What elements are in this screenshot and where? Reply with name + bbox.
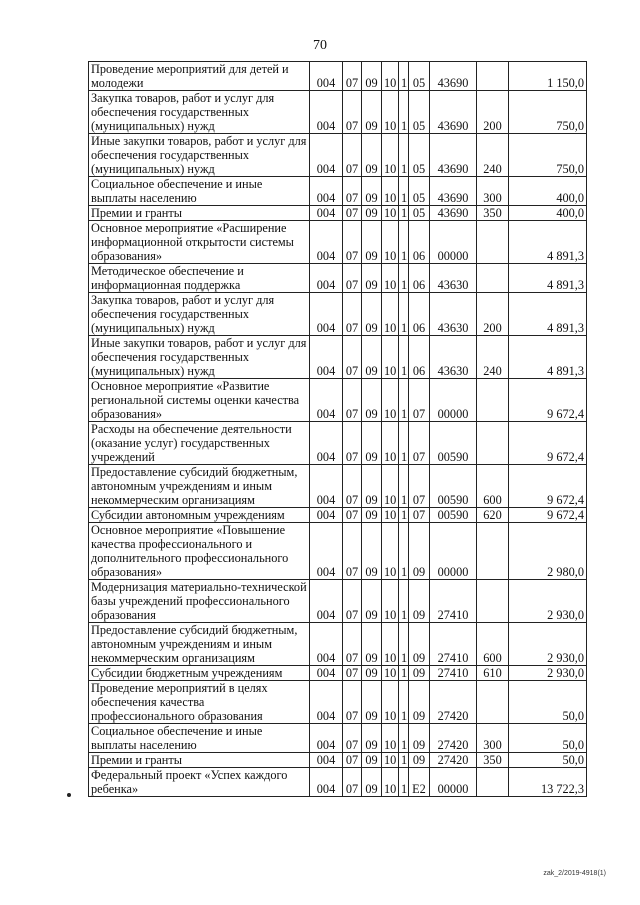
table-row (89, 580, 587, 623)
direction-code-cell: 27410 (430, 666, 477, 681)
direction-code-cell: 27410 (430, 623, 477, 666)
row-name-cell: Методическое обеспечение и информационная поддержка (89, 264, 310, 293)
row-name-cell: Модернизация материально-технической базы учреждений профессионального образования (89, 580, 310, 623)
row-name-cell: Предоставление субсидий бюджетным, автономным учреждениям и иным некоммерческим организациям (89, 465, 310, 508)
subprogram-code-cell: 1 (399, 134, 409, 177)
table-row (89, 336, 587, 379)
activity-code-cell: 06 (409, 336, 430, 379)
ved-code-cell: 004 (310, 523, 343, 580)
row-name-cell: Премии и гранты (89, 206, 310, 221)
activity-code-cell: 06 (409, 264, 430, 293)
subprogram-code-cell: 1 (399, 221, 409, 264)
expense-type-cell: 600 (477, 623, 509, 666)
activity-code-cell: 06 (409, 221, 430, 264)
activity-code-cell: 05 (409, 134, 430, 177)
expense-type-cell: 240 (477, 336, 509, 379)
table-row (89, 134, 587, 177)
ved-code-cell: 004 (310, 422, 343, 465)
activity-code-cell: 05 (409, 177, 430, 206)
program-code-cell: 10 (382, 580, 399, 623)
expense-type-cell (477, 580, 509, 623)
amount-cell: 50,0 (509, 724, 587, 753)
section-code-cell: 07 (343, 422, 362, 465)
subprogram-code-cell: 1 (399, 177, 409, 206)
table-row (89, 422, 587, 465)
row-name-cell: Закупка товаров, работ и услуг для обеспечения государственных (муниципальных) нужд (89, 91, 310, 134)
subsection-code-cell: 09 (362, 293, 382, 336)
subsection-code-cell: 09 (362, 422, 382, 465)
program-code-cell: 10 (382, 62, 399, 91)
direction-code-cell: 27420 (430, 681, 477, 724)
program-code-cell: 10 (382, 264, 399, 293)
section-code-cell: 07 (343, 753, 362, 768)
subsection-code-cell: 09 (362, 264, 382, 293)
direction-code-cell: 43690 (430, 62, 477, 91)
table-row (89, 177, 587, 206)
program-code-cell: 10 (382, 508, 399, 523)
subsection-code-cell: 09 (362, 508, 382, 523)
activity-code-cell: 05 (409, 91, 430, 134)
amount-cell: 2 930,0 (509, 666, 587, 681)
amount-cell: 2 930,0 (509, 580, 587, 623)
activity-code-cell: 07 (409, 465, 430, 508)
expense-type-cell: 300 (477, 724, 509, 753)
section-code-cell: 07 (343, 681, 362, 724)
direction-code-cell: 00000 (430, 768, 477, 797)
margin-dot (67, 793, 71, 797)
ved-code-cell: 004 (310, 91, 343, 134)
ved-code-cell: 004 (310, 623, 343, 666)
row-name-cell: Социальное обеспечение и иные выплаты населению (89, 177, 310, 206)
activity-code-cell: 09 (409, 523, 430, 580)
ved-code-cell: 004 (310, 768, 343, 797)
row-name-cell: Субсидии бюджетным учреждениям (89, 666, 310, 681)
ved-code-cell: 004 (310, 62, 343, 91)
activity-code-cell: 07 (409, 422, 430, 465)
section-code-cell: 07 (343, 724, 362, 753)
ved-code-cell: 004 (310, 666, 343, 681)
subprogram-code-cell: 1 (399, 91, 409, 134)
subprogram-code-cell: 1 (399, 523, 409, 580)
amount-cell: 4 891,3 (509, 221, 587, 264)
expense-type-cell: 620 (477, 508, 509, 523)
amount-cell: 2 930,0 (509, 623, 587, 666)
amount-cell: 400,0 (509, 177, 587, 206)
subsection-code-cell: 09 (362, 666, 382, 681)
ved-code-cell: 004 (310, 753, 343, 768)
ved-code-cell: 004 (310, 508, 343, 523)
amount-cell: 2 980,0 (509, 523, 587, 580)
expense-type-cell: 350 (477, 206, 509, 221)
subsection-code-cell: 09 (362, 91, 382, 134)
direction-code-cell: 00590 (430, 508, 477, 523)
program-code-cell: 10 (382, 422, 399, 465)
subprogram-code-cell: 1 (399, 768, 409, 797)
subprogram-code-cell: 1 (399, 724, 409, 753)
ved-code-cell: 004 (310, 177, 343, 206)
program-code-cell: 10 (382, 623, 399, 666)
ved-code-cell: 004 (310, 580, 343, 623)
row-name-cell: Социальное обеспечение и иные выплаты населению (89, 724, 310, 753)
table-row (89, 293, 587, 336)
direction-code-cell: 27410 (430, 580, 477, 623)
section-code-cell: 07 (343, 523, 362, 580)
expense-type-cell (477, 768, 509, 797)
section-code-cell: 07 (343, 91, 362, 134)
subprogram-code-cell: 1 (399, 465, 409, 508)
row-name-cell: Проведение мероприятий для детей и молодежи (89, 62, 310, 91)
section-code-cell: 07 (343, 508, 362, 523)
expense-type-cell (477, 422, 509, 465)
table-row (89, 379, 587, 422)
row-name-cell: Федеральный проект «Успех каждого ребенка» (89, 768, 310, 797)
ved-code-cell: 004 (310, 293, 343, 336)
ved-code-cell: 004 (310, 206, 343, 221)
program-code-cell: 10 (382, 523, 399, 580)
direction-code-cell: 43690 (430, 91, 477, 134)
expense-type-cell: 610 (477, 666, 509, 681)
subprogram-code-cell: 1 (399, 62, 409, 91)
budget-table (88, 61, 587, 797)
table-row (89, 62, 587, 91)
subsection-code-cell: 09 (362, 177, 382, 206)
amount-cell: 4 891,3 (509, 336, 587, 379)
direction-code-cell: 27420 (430, 753, 477, 768)
row-name-cell: Субсидии автономным учреждениям (89, 508, 310, 523)
section-code-cell: 07 (343, 666, 362, 681)
program-code-cell: 10 (382, 681, 399, 724)
row-name-cell: Основное мероприятие «Развитие региональной системы оценки качества образования» (89, 379, 310, 422)
subsection-code-cell: 09 (362, 465, 382, 508)
program-code-cell: 10 (382, 379, 399, 422)
activity-code-cell: 09 (409, 623, 430, 666)
ved-code-cell: 004 (310, 221, 343, 264)
direction-code-cell: 00590 (430, 422, 477, 465)
section-code-cell: 07 (343, 293, 362, 336)
program-code-cell: 10 (382, 91, 399, 134)
subsection-code-cell: 09 (362, 580, 382, 623)
amount-cell: 9 672,4 (509, 465, 587, 508)
subsection-code-cell: 09 (362, 753, 382, 768)
expense-type-cell: 240 (477, 134, 509, 177)
row-name-cell: Премии и гранты (89, 753, 310, 768)
expense-type-cell: 350 (477, 753, 509, 768)
expense-type-cell: 600 (477, 465, 509, 508)
direction-code-cell: 00590 (430, 465, 477, 508)
subprogram-code-cell: 1 (399, 422, 409, 465)
table-row (89, 623, 587, 666)
direction-code-cell: 43630 (430, 336, 477, 379)
program-code-cell: 10 (382, 134, 399, 177)
amount-cell: 9 672,4 (509, 379, 587, 422)
subsection-code-cell: 09 (362, 336, 382, 379)
direction-code-cell: 43690 (430, 206, 477, 221)
direction-code-cell: 43690 (430, 134, 477, 177)
program-code-cell: 10 (382, 666, 399, 681)
table-row (89, 724, 587, 753)
activity-code-cell: 09 (409, 580, 430, 623)
row-name-cell: Основное мероприятие «Повышение качества профессионального и дополнительного профессионального образования» (89, 523, 310, 580)
subsection-code-cell: 09 (362, 681, 382, 724)
expense-type-cell (477, 523, 509, 580)
expense-type-cell: 300 (477, 177, 509, 206)
program-code-cell: 10 (382, 336, 399, 379)
activity-code-cell: 05 (409, 62, 430, 91)
direction-code-cell: 43630 (430, 264, 477, 293)
activity-code-cell: E2 (409, 768, 430, 797)
program-code-cell: 10 (382, 753, 399, 768)
section-code-cell: 07 (343, 264, 362, 293)
expense-type-cell (477, 379, 509, 422)
row-name-cell: Проведение мероприятий в целях обеспечения качества профессионального образования (89, 681, 310, 724)
section-code-cell: 07 (343, 623, 362, 666)
amount-cell: 9 672,4 (509, 508, 587, 523)
section-code-cell: 07 (343, 177, 362, 206)
subsection-code-cell: 09 (362, 379, 382, 422)
amount-cell: 4 891,3 (509, 293, 587, 336)
program-code-cell: 10 (382, 768, 399, 797)
subprogram-code-cell: 1 (399, 753, 409, 768)
section-code-cell: 07 (343, 768, 362, 797)
direction-code-cell: 43690 (430, 177, 477, 206)
subsection-code-cell: 09 (362, 523, 382, 580)
activity-code-cell: 09 (409, 681, 430, 724)
program-code-cell: 10 (382, 221, 399, 264)
ved-code-cell: 004 (310, 681, 343, 724)
ved-code-cell: 004 (310, 134, 343, 177)
activity-code-cell: 09 (409, 724, 430, 753)
footer-code: zak_2/2019-4918(1) (543, 870, 606, 877)
ved-code-cell: 004 (310, 379, 343, 422)
section-code-cell: 07 (343, 465, 362, 508)
expense-type-cell: 200 (477, 293, 509, 336)
table-row (89, 465, 587, 508)
table-row (89, 523, 587, 580)
subprogram-code-cell: 1 (399, 681, 409, 724)
program-code-cell: 10 (382, 177, 399, 206)
expense-type-cell (477, 62, 509, 91)
table-row (89, 206, 587, 221)
row-name-cell: Иные закупки товаров, работ и услуг для обеспечения государственных (муниципальных) нужд (89, 134, 310, 177)
subprogram-code-cell: 1 (399, 580, 409, 623)
ved-code-cell: 004 (310, 724, 343, 753)
subsection-code-cell: 09 (362, 62, 382, 91)
expense-type-cell (477, 221, 509, 264)
amount-cell: 9 672,4 (509, 422, 587, 465)
expense-type-cell (477, 681, 509, 724)
subsection-code-cell: 09 (362, 221, 382, 264)
subprogram-code-cell: 1 (399, 623, 409, 666)
program-code-cell: 10 (382, 293, 399, 336)
subprogram-code-cell: 1 (399, 206, 409, 221)
subprogram-code-cell: 1 (399, 379, 409, 422)
section-code-cell: 07 (343, 379, 362, 422)
subprogram-code-cell: 1 (399, 336, 409, 379)
table-row (89, 91, 587, 134)
expense-type-cell: 200 (477, 91, 509, 134)
direction-code-cell: 43630 (430, 293, 477, 336)
amount-cell: 50,0 (509, 753, 587, 768)
budget-table-body (89, 62, 587, 797)
program-code-cell: 10 (382, 724, 399, 753)
section-code-cell: 07 (343, 221, 362, 264)
subsection-code-cell: 09 (362, 768, 382, 797)
subsection-code-cell: 09 (362, 134, 382, 177)
table-row (89, 768, 587, 797)
table-row (89, 753, 587, 768)
subsection-code-cell: 09 (362, 206, 382, 221)
direction-code-cell: 27420 (430, 724, 477, 753)
section-code-cell: 07 (343, 206, 362, 221)
table-row (89, 508, 587, 523)
program-code-cell: 10 (382, 465, 399, 508)
section-code-cell: 07 (343, 336, 362, 379)
ved-code-cell: 004 (310, 465, 343, 508)
activity-code-cell: 09 (409, 666, 430, 681)
section-code-cell: 07 (343, 134, 362, 177)
amount-cell: 400,0 (509, 206, 587, 221)
amount-cell: 50,0 (509, 681, 587, 724)
amount-cell: 4 891,3 (509, 264, 587, 293)
row-name-cell: Иные закупки товаров, работ и услуг для обеспечения государственных (муниципальных) нужд (89, 336, 310, 379)
activity-code-cell: 07 (409, 379, 430, 422)
row-name-cell: Предоставление субсидий бюджетным, автономным учреждениям и иным некоммерческим организациям (89, 623, 310, 666)
direction-code-cell: 00000 (430, 523, 477, 580)
amount-cell: 750,0 (509, 134, 587, 177)
row-name-cell: Расходы на обеспечение деятельности (оказание услуг) государственных учреждений (89, 422, 310, 465)
amount-cell: 13 722,3 (509, 768, 587, 797)
ved-code-cell: 004 (310, 264, 343, 293)
direction-code-cell: 00000 (430, 221, 477, 264)
activity-code-cell: 06 (409, 293, 430, 336)
ved-code-cell: 004 (310, 336, 343, 379)
amount-cell: 1 150,0 (509, 62, 587, 91)
activity-code-cell: 05 (409, 206, 430, 221)
activity-code-cell: 07 (409, 508, 430, 523)
row-name-cell: Основное мероприятие «Расширение информационной открытости системы образования» (89, 221, 310, 264)
table-row (89, 264, 587, 293)
row-name-cell: Закупка товаров, работ и услуг для обеспечения государственных (муниципальных) нужд (89, 293, 310, 336)
subprogram-code-cell: 1 (399, 264, 409, 293)
subsection-code-cell: 09 (362, 724, 382, 753)
expense-type-cell (477, 264, 509, 293)
subprogram-code-cell: 1 (399, 666, 409, 681)
subprogram-code-cell: 1 (399, 293, 409, 336)
section-code-cell: 07 (343, 62, 362, 91)
table-row (89, 666, 587, 681)
program-code-cell: 10 (382, 206, 399, 221)
section-code-cell: 07 (343, 580, 362, 623)
subprogram-code-cell: 1 (399, 508, 409, 523)
direction-code-cell: 00000 (430, 379, 477, 422)
table-row (89, 221, 587, 264)
amount-cell: 750,0 (509, 91, 587, 134)
page-number: 70 (313, 38, 327, 53)
subsection-code-cell: 09 (362, 623, 382, 666)
table-row (89, 681, 587, 724)
activity-code-cell: 09 (409, 753, 430, 768)
